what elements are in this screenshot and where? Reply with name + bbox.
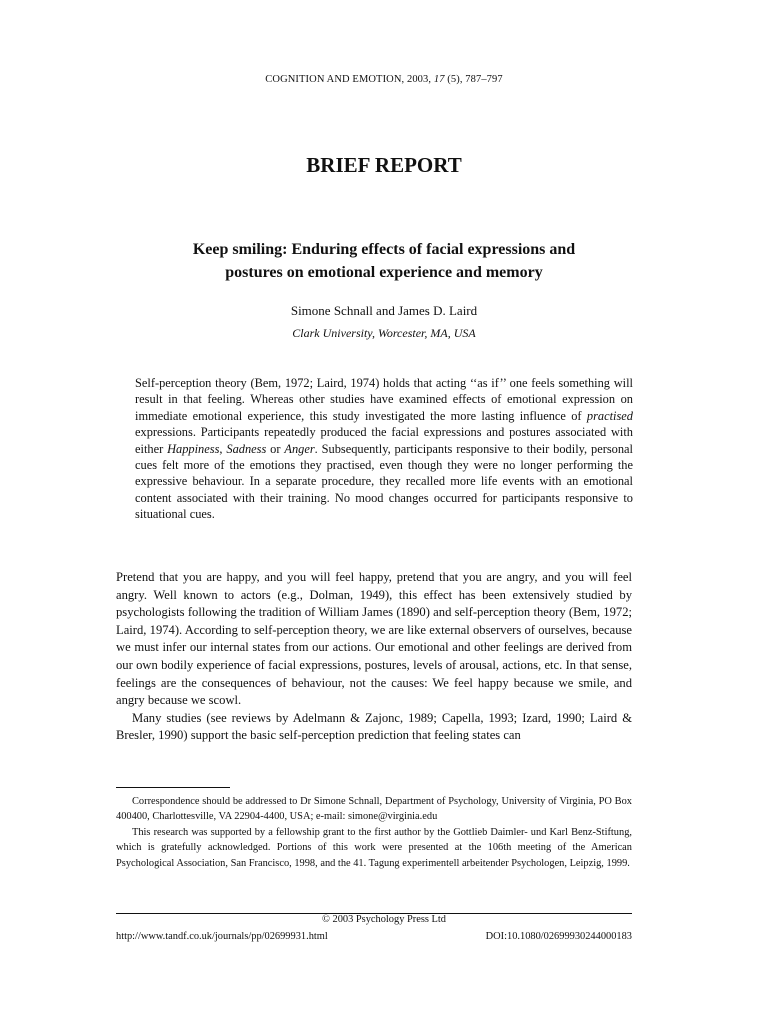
abstract-emphasis: Anger xyxy=(284,441,315,456)
abstract-text: expressions. Participants repeatedly produced the facial expressions and postures associated with either xyxy=(135,425,633,456)
section-title: BRIEF REPORT xyxy=(306,153,462,177)
article-title-line-2: postures on emotional experience and memory xyxy=(225,264,543,281)
article-title xyxy=(130,238,638,284)
authors: Simone Schnall and James D. Laird xyxy=(290,303,478,318)
abstract-text: , xyxy=(219,441,227,456)
doi: DOI:10.1080/02699930244000183 xyxy=(485,931,632,942)
abstract-emphasis: Sadness xyxy=(226,441,267,456)
issue-pages: (5), 787–797 xyxy=(444,74,503,85)
running-head xyxy=(0,74,768,85)
journal-citation: COGNITION AND EMOTION, 2003, xyxy=(265,74,434,85)
footnote-funding: This research was supported by a fellowship grant to the first author by the Gottlieb Daimler- und Karl Benz-Stiftung, which is gratefully acknowledged. Portions of this work were presented at the 106th meeting of the American Psychological Association, San Francisco, 1998, and the 41. Tagung experimentell arbeitender Psychologen, Leipzig, 1999. xyxy=(116,826,632,869)
abstract-text: . Subsequently, participants responsive to their bodily, personal cues felt more of the emotions they practised, even though they were no longer performing the expressive behaviour. In a separate procedure, they recalled more life events with an emotional content associated with their training. No mood changes occurred for participants responsive to situational cues. xyxy=(135,441,633,522)
abstract-text: or xyxy=(266,441,285,456)
footnote-correspondence: Correspondence should be addressed to Dr Simone Schnall, Department of Psychology, University of Virginia, PO Box 400400, Charlottesville, VA 22904-4400, USA; e-mail: simone@virginia.edu xyxy=(116,796,632,823)
footnote-divider xyxy=(116,787,230,788)
body-paragraph-1: Pretend that you are happy, and you will feel happy, pretend that you are angry, and you will feel angry. Well known to actors (e.g., Dolman, 1949), this effect has been extensively studied by psychologists following the tradition of William James (1890) and self-perception theory (Bem, 1972; Laird, 1974). According to self-perception theory, we are like external observers of ourselves, because we must infer our internal states from our actions. Our emotional and other feelings are derived from our own bodily experience of facial expressions, postures, levels of arousal, actions, etc. In that sense, feelings are the consequences of behaviour, not the causes: We feel happy because we smile, and angry because we scowl. xyxy=(116,570,632,708)
article-title-line-1: Keep smiling: Enduring effects of facial expressions and xyxy=(192,241,576,258)
abstract-text: Self-perception theory (Bem, 1972; Laird, 1974) holds that acting ‘‘as if’’ one feels something will result in that feeling. Whereas other studies have examined effects of emotional expression on immediate emotional experience, this study investigated the more lasting influence of xyxy=(135,376,633,423)
body-text xyxy=(116,569,632,745)
abstract xyxy=(135,375,633,523)
journal-url[interactable]: http://www.tandf.co.uk/journals/pp/02699931.html xyxy=(116,931,328,942)
abstract-emphasis: practised xyxy=(586,408,633,423)
affiliation: Clark University, Worcester, MA, USA xyxy=(292,326,476,340)
footnotes xyxy=(116,794,632,871)
abstract-emphasis: Happiness xyxy=(167,441,220,456)
body-paragraph-2: Many studies (see reviews by Adelmann & Zajonc, 1989; Capella, 1993; Izard, 1990; Laird & Bresler, 1990) support the basic self-perception prediction that feeling states can xyxy=(116,710,632,743)
volume-number: 17 xyxy=(433,74,445,85)
copyright: © 2003 Psychology Press Ltd xyxy=(322,914,446,925)
